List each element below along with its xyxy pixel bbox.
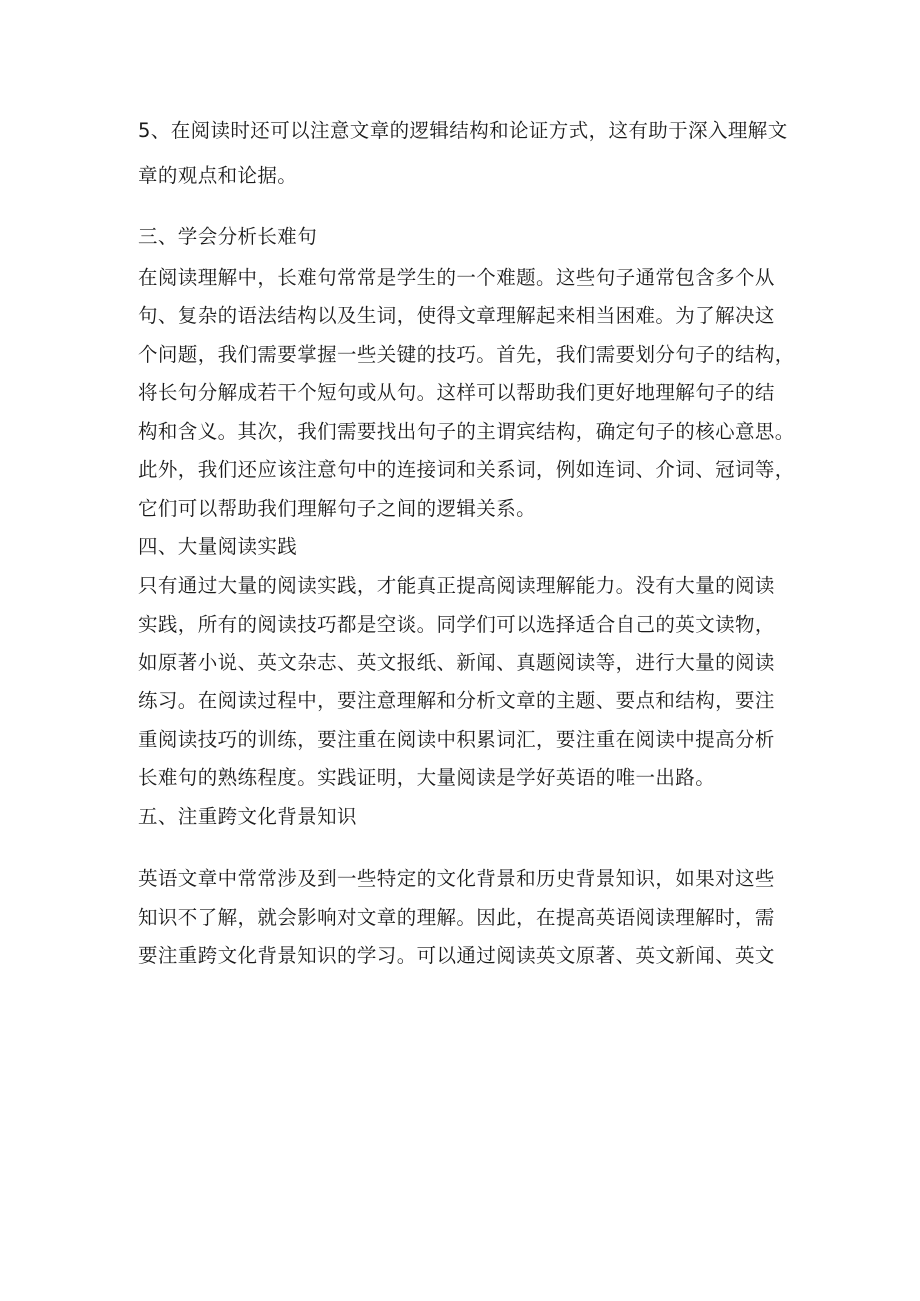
point5-line-1: 5、在阅读时还可以注意文章的逻辑结构和论证方式，这有助于深入理解文 [138, 119, 788, 142]
section4-line-2: 实践，所有的阅读技巧都是空谈。同学们可以选择适合自己的英文读物， [138, 613, 775, 636]
section4-heading: 四、大量阅读实践 [138, 535, 298, 558]
section5-line-2: 知识不了解，就会影响对文章的理解。因此，在提高英语阅读理解时，需 [138, 906, 775, 929]
section3-heading: 三、学会分析长难句 [138, 225, 318, 248]
section4-line-4: 练习。在阅读过程中，要注意理解和分析文章的主题、要点和结构，要注 [138, 689, 775, 712]
section3-line-6: 此外，我们还应该注意句中的连接词和关系词，例如连词、介词、冠词等， [138, 458, 795, 481]
section4-line-3: 如原著小说、英文杂志、英文报纸、新闻、真题阅读等，进行大量的阅读 [138, 651, 775, 674]
section4-line-1: 只有通过大量的阅读实践，才能真正提高阅读理解能力。没有大量的阅读 [138, 574, 775, 597]
section4-line-5: 重阅读技巧的训练，要注重在阅读中积累词汇，要注重在阅读中提高分析 [138, 728, 775, 751]
point5-line-2: 章的观点和论据。 [138, 164, 298, 187]
section3-line-3: 个问题，我们需要掌握一些关键的技巧。首先，我们需要划分句子的结构， [138, 343, 795, 366]
section3-line-7: 它们可以帮助我们理解句子之间的逻辑关系。 [138, 497, 537, 520]
section5-line-3: 要注重跨文化背景知识的学习。可以通过阅读英文原著、英文新闻、英文 [138, 944, 775, 967]
section5-heading: 五、注重跨文化背景知识 [138, 805, 357, 828]
section3-line-5: 构和含义。其次，我们需要找出句子的主谓宾结构，确定句子的核心意思。 [138, 420, 795, 443]
section4-line-6: 长难句的熟练程度。实践证明，大量阅读是学好英语的唯一出路。 [138, 766, 716, 789]
section3-line-4: 将长句分解成若干个短句或从句。这样可以帮助我们更好地理解句子的结 [138, 381, 775, 404]
section5-line-1: 英语文章中常常涉及到一些特定的文化背景和历史背景知识，如果对这些 [138, 867, 775, 890]
section3-line-1: 在阅读理解中，长难句常常是学生的一个难题。这些句子通常包含多个从 [138, 266, 775, 289]
section3-line-2: 句、复杂的语法结构以及生词，使得文章理解起来相当困难。为了解决这 [138, 304, 775, 327]
